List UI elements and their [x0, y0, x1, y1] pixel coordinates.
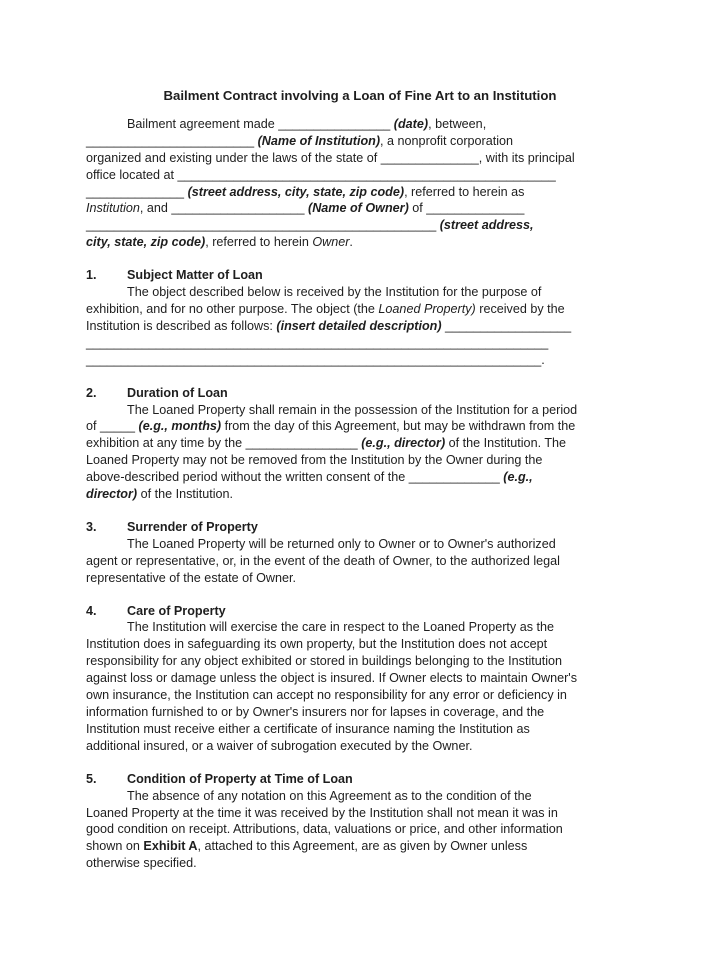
intro-line: organized and existing under the laws of the state of ______________, with its principal: [86, 150, 575, 165]
section-2: [86, 385, 634, 503]
section-line: [86, 418, 634, 435]
exhibit-reference: Exhibit A: [143, 839, 198, 854]
text: .: [349, 235, 353, 250]
section-line: additional insured, or a waiver of subrogation executed by the Owner.: [86, 738, 473, 753]
text: ________________________: [86, 133, 258, 148]
section-line: The absence of any notation on this Agreement as to the condition of the: [127, 788, 532, 803]
section-title: Subject Matter of Loan: [127, 268, 263, 283]
section-number: 4.: [86, 603, 97, 618]
section-number: 2.: [86, 385, 97, 400]
text: Institution: [86, 201, 140, 216]
intro-line: [86, 116, 634, 133]
intro-line: [86, 133, 634, 150]
section-heading: [86, 519, 634, 536]
section-number: 1.: [86, 268, 97, 283]
section-heading: [86, 771, 634, 788]
placeholder-period: (e.g., months): [138, 419, 222, 434]
placeholder-address: (street address,: [439, 218, 534, 233]
section-1: [86, 267, 634, 368]
placeholder-authority: (e.g.,: [503, 470, 533, 485]
section-title: Duration of Loan: [127, 385, 228, 400]
text: , between,: [428, 116, 487, 131]
blank-line: _________________________________________________________________.: [86, 352, 545, 367]
intro-line: [86, 184, 634, 201]
section-line: own insurance, the Institution can accept no responsibility for any error or deficiency in: [86, 688, 567, 703]
section-line: Loaned Property may not be removed from the Institution by the Owner during the: [86, 453, 543, 468]
section-title: Surrender of Property: [127, 519, 258, 534]
section-line: agent or representative, or, in the event of the death of Owner, to the authorized legal: [86, 553, 560, 568]
section-number: 5.: [86, 771, 97, 786]
text: from the day of this Agreement, but may be withdrawn from the: [221, 419, 576, 434]
placeholder-owner-name: (Name of Owner): [308, 201, 409, 216]
placeholder-institution-name: (Name of Institution): [257, 133, 381, 148]
text: , attached to this Agreement, are as given by Owner unless: [197, 839, 528, 854]
text: , and ___________________: [139, 201, 308, 216]
intro-line: [86, 200, 634, 217]
section-4: [86, 603, 634, 755]
section-line: Loaned Property at the time it was received by the Institution shall not mean it was in: [86, 805, 558, 820]
section-line: good condition on receipt. Attributions, data, valuations or price, and other information: [86, 822, 563, 837]
section-heading: [86, 603, 634, 620]
text: Owner: [312, 235, 350, 250]
intro-line: [86, 234, 634, 251]
section-line: The Loaned Property will be returned only to Owner or to Owner's authorized: [127, 536, 556, 551]
text: of _____: [86, 419, 139, 434]
intro-line: [86, 217, 634, 234]
text: shown on: [86, 839, 144, 854]
text: exhibition, and for no other purpose. The object (the: [86, 301, 379, 316]
text: __________________________________________________: [86, 218, 440, 233]
section-line: Institution does in safeguarding its own property, but the Institution does not accept: [86, 637, 548, 652]
placeholder-address: city, state, zip code): [86, 235, 206, 250]
section-line: [86, 469, 634, 486]
text: , referred to herein as: [404, 184, 525, 199]
section-line: representative of the estate of Owner.: [86, 570, 297, 585]
section-line: responsibility for any object exhibited or stored in buildings belonging to the Institution: [86, 654, 563, 669]
text: __________________: [441, 318, 572, 333]
text: Bailment agreement made ________________: [127, 116, 394, 131]
text: received by the: [475, 301, 565, 316]
placeholder-date: (date): [393, 116, 429, 131]
section-heading: [86, 385, 634, 402]
placeholder-authority: (e.g., director): [361, 436, 446, 451]
section-line: The Institution will exercise the care in respect to the Loaned Property as the: [127, 620, 555, 635]
blank-line: __________________________________________________________________: [86, 335, 549, 350]
section-line: The object described below is received by the Institution for the purpose of: [127, 285, 542, 300]
section-number: 3.: [86, 519, 97, 534]
section-line: The Loaned Property shall remain in the possession of the Institution for a period: [127, 402, 578, 417]
intro-line: office located at ______________________________________________________: [86, 167, 556, 182]
text: above-described period without the written consent of the _____________: [86, 470, 504, 485]
text: of the Institution. The: [445, 436, 567, 451]
section-line: [86, 435, 634, 452]
text: exhibition at any time by the ________________: [86, 436, 362, 451]
text: , a nonprofit corporation: [380, 133, 514, 148]
section-line: [86, 486, 634, 503]
section-title: Care of Property: [127, 603, 226, 618]
text: Loaned Property): [378, 301, 476, 316]
section-line: information furnished to or by Owner's insurers nor for lapses in coverage, and the: [86, 705, 545, 719]
section-line: Institution must receive either a certificate of insurance naming the Institution as: [86, 721, 530, 736]
section-heading: [86, 267, 634, 284]
document-title: Bailment Contract involving a Loan of Fine Art to an Institution: [163, 88, 557, 103]
placeholder-address: (street address, city, state, zip code): [187, 184, 405, 199]
text: ______________: [86, 184, 188, 199]
section-3: [86, 519, 634, 587]
section-line: against loss or damage unless the object is insured. If Owner elects to maintain Owner's: [86, 671, 578, 686]
section-line: [86, 318, 634, 335]
placeholder-authority: director): [86, 487, 138, 502]
placeholder-description: (insert detailed description): [276, 318, 442, 333]
text: , referred to herein: [205, 235, 313, 250]
intro-paragraph: [86, 116, 634, 251]
text: of the Institution.: [137, 487, 234, 502]
text: Institution is described as follows:: [86, 318, 277, 333]
section-line: [86, 838, 634, 855]
section-line: otherwise specified.: [86, 856, 197, 871]
section-line: [86, 301, 634, 318]
section-title: Condition of Property at Time of Loan: [127, 771, 353, 786]
text: of ______________: [408, 201, 525, 216]
section-5: [86, 771, 634, 872]
